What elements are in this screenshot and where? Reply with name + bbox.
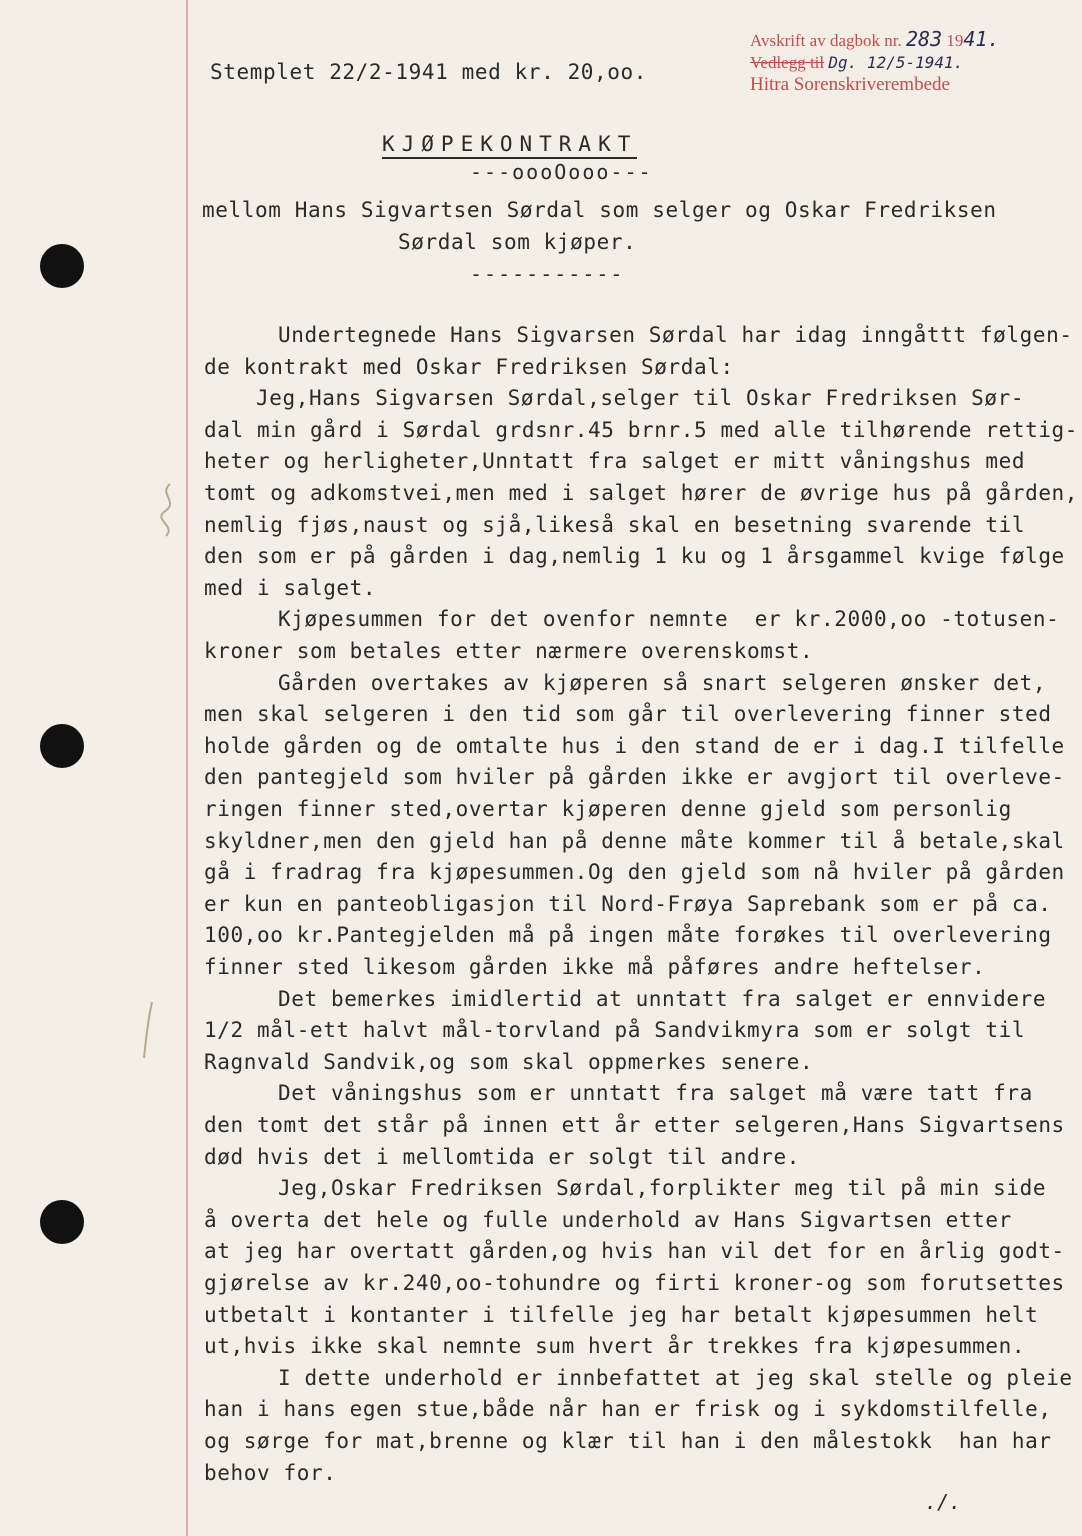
- body-line: 1/2 mål-ett halvt mål-torvland på Sandvikmyra som er solgt til: [204, 1018, 1026, 1043]
- body-line: at jeg har overtatt gården,og hvis han vil det for en årlig godt-: [204, 1239, 1065, 1264]
- body-line: Gården overtakes av kjøperen så snart selgeren ønsker det,: [278, 670, 1047, 695]
- body-line: tomt og adkomstvei,men med i salget hører de øvrige hus på gården,: [204, 481, 1079, 505]
- body-line: og sørge for mat,brenne og klær til han i den målestokk han har: [204, 1429, 1052, 1453]
- pencil-mark: [140, 1000, 160, 1060]
- body-line: Kjøpesummen for det ovenfor nemnte er kr.2000,oo -totusen-: [278, 607, 1060, 632]
- body-line: å overta det hele og fulle underhold av Hans Sigvartsen etter: [204, 1207, 1012, 1232]
- stamp-prefix: Avskrift av: [750, 31, 826, 50]
- body-line: Jeg,Oskar Fredriksen Sørdal,forplikter meg til på min side: [278, 1176, 1047, 1201]
- stamp-year-hand: 41.: [963, 27, 1000, 51]
- stamp-dagbok-label: dagbok nr.: [829, 31, 902, 50]
- stamp-dagbok-number: 283: [905, 27, 943, 51]
- body-line: gå i fradrag fra kjøpesummen.Og den gjeld som nå hviler på gården: [204, 860, 1065, 885]
- body-line: han i hans egen stue,både når han er frisk og i sykdomstilfelle,: [204, 1397, 1052, 1422]
- body-line: heter og herligheter,Unntatt fra salget er mitt våningshus med: [204, 449, 1026, 474]
- body-line: Ragnvald Sandvik,og som skal oppmerkes senere.: [204, 1049, 814, 1074]
- title-rule: ---oooOooo---: [470, 160, 653, 184]
- body-line: gjørelse av kr.240,oo-tohundre og firti kroner-og som forutsettes: [204, 1271, 1065, 1295]
- body-line: den pantegjeld som hviler på gården ikke er avgjort til overleve-: [204, 765, 1065, 790]
- punch-hole: [40, 724, 84, 768]
- body-line: Det våningshus som er unntatt fra salget må være tatt fra: [278, 1081, 1033, 1106]
- continuation-mark: ./.: [925, 1490, 962, 1514]
- margin-rule: [186, 0, 188, 1536]
- parties-line-1: mellom Hans Sigvartsen Sørdal som selger og Oskar Fredriksen: [202, 198, 997, 222]
- stamped-note: Stemplet 22/2-1941 med kr. 20,oo.: [210, 60, 648, 84]
- body-line: ringen finner sted,overtar kjøperen denne gjeld som personlig: [204, 797, 1012, 821]
- body-line: den som er på gården i dag,nemlig 1 ku og 1 årsgammel kvige følge: [204, 544, 1065, 569]
- pencil-mark: [150, 480, 190, 540]
- punch-hole: [40, 1200, 84, 1244]
- body-line: er kun en panteobligasjon til Nord-Frøya Saprebank som er på ca.: [204, 891, 1052, 916]
- body-line: dal min gård i Sørdal grdsnr.45 brnr.5 med alle tilhørende rettig-: [204, 417, 1079, 442]
- stamp-office: Hitra Sorenskriverembede: [750, 74, 950, 95]
- body-line: holde gården og de omtalte hus i den stand de er i dag.I tilfelle: [204, 733, 1065, 758]
- body-line: med i salget.: [204, 575, 377, 600]
- body-line: død hvis det i mellomtida er solgt til andre.: [204, 1144, 800, 1169]
- body-line: den tomt det står på innen ett år etter selgeren,Hans Sigvartsens: [204, 1113, 1065, 1137]
- body-line: I dette underhold er innbefattet at jeg skal stelle og pleie: [278, 1365, 1073, 1390]
- document-title: KJØPEKONTRAKT: [382, 132, 637, 159]
- body-line: men skal selgeren i den tid som går til overlevering finner sted: [204, 702, 1052, 727]
- body-line: de kontrakt med Oskar Fredriksen Sørdal:: [204, 354, 734, 379]
- body-line: 100,oo kr.Pantegjelden må på ingen måte forøkes til overlevering: [204, 923, 1052, 948]
- body-line: behov for.: [204, 1460, 337, 1485]
- stamp-struck-text: Vedlegg til: [750, 53, 825, 72]
- stamp-year-prefix: 19: [946, 31, 964, 50]
- body-line: skyldner,men den gjeld han på denne måte kommer til å betale,skal: [204, 828, 1065, 853]
- parties-line-2: Sørdal som kjøper.: [398, 230, 637, 254]
- body-line: utbetalt i kontanter i tilfelle jeg har betalt kjøpesummen helt: [204, 1302, 1039, 1327]
- body-line: kroner som betales etter nærmere overenskomst.: [204, 639, 814, 663]
- separator-rule: -----------: [470, 262, 625, 286]
- body-line: finner sted likesom gården ikke må påføres andre heftelser.: [204, 955, 986, 979]
- body-line: ut,hvis ikke skal nemnte sum hvert år trekkes fra kjøpesummen.: [204, 1334, 1026, 1359]
- stamp-handwritten-date: Dg. 12/5-1941.: [828, 53, 964, 72]
- body-line: Jeg,Hans Sigvarsen Sørdal,selger til Oskar Fredriksen Sør-: [256, 386, 1025, 411]
- registry-stamp: [750, 28, 1050, 96]
- body-line: Undertegnede Hans Sigvarsen Sørdal har idag inngåttt følgen-: [278, 323, 1073, 347]
- punch-hole: [40, 244, 84, 288]
- body-line: nemlig fjøs,naust og sjå,likeså skal en besetning svarende til: [204, 512, 1026, 537]
- body-line: Det bemerkes imidlertid at unntatt fra salget er ennvidere: [278, 986, 1047, 1011]
